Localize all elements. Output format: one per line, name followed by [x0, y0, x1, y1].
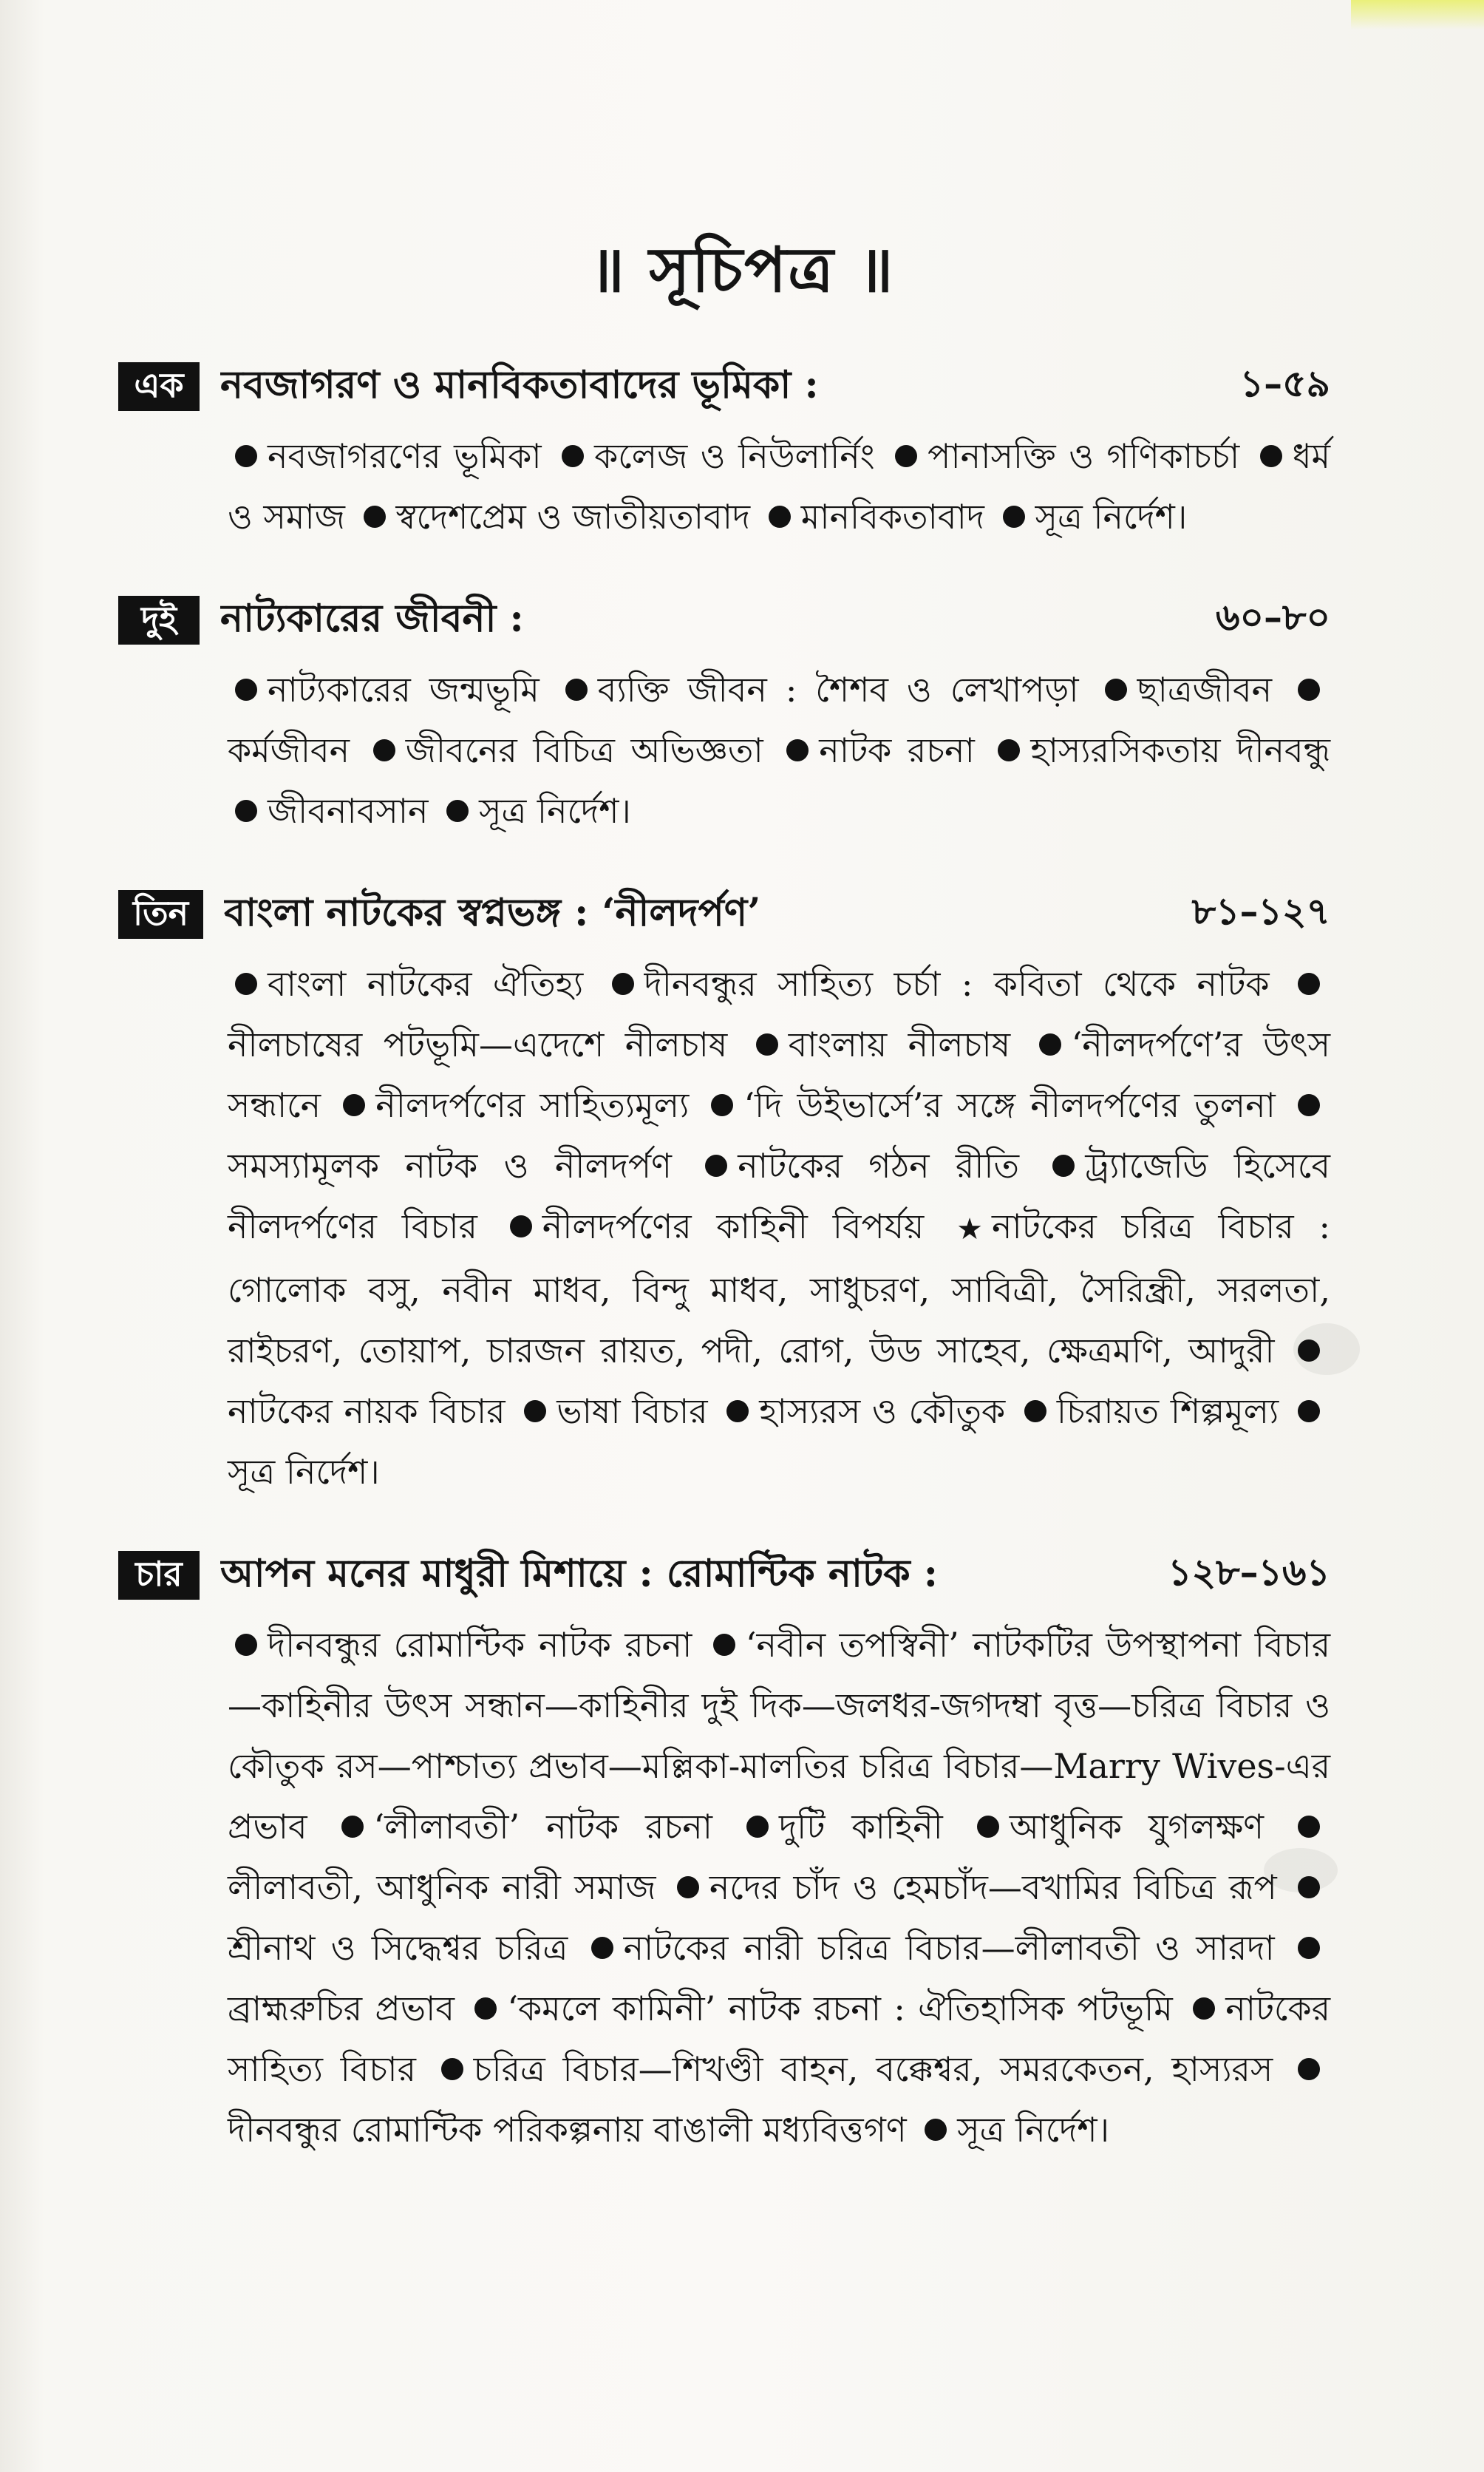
bullet-icon [510, 1215, 532, 1237]
bullet-icon [711, 1094, 733, 1116]
chapter-number-badge: চার [118, 1551, 200, 1600]
topic-item: বাংলায় নীলচাষ [788, 1025, 1011, 1064]
topic-item: নীলদর্পণের সাহিত্যমূল্য [375, 1085, 690, 1125]
topic-item: বাংলা নাটকের ঐতিহ্য [268, 964, 584, 1004]
topic-item: নাট্যকারের জন্মভূমি [268, 670, 540, 710]
bullet-icon [373, 739, 395, 761]
bullet-icon [1260, 445, 1282, 467]
toc-section [118, 588, 1330, 841]
bullet-icon [612, 973, 634, 995]
bullet-icon [235, 445, 257, 467]
section-header [118, 1544, 1330, 1607]
bullet-icon [746, 1816, 769, 1838]
topic-item: সূত্র নির্দেশ। [228, 1452, 380, 1492]
topic-item: ট্র্যাজেডি হিসেবে নীলদর্পণের বিচার [228, 1146, 1331, 1246]
bullet-icon [1003, 506, 1025, 528]
topic-item: সূত্র নির্দেশ। [957, 2110, 1110, 2150]
topic-item: নাটক রচনা [819, 730, 975, 770]
chapter-title: নবজাগরণ ও মানবিকতাবাদের ভূমিকা : [220, 361, 819, 407]
star-bullet-icon: ★ [956, 1212, 983, 1246]
bullet-icon [1105, 679, 1127, 701]
bullet-icon [925, 2119, 947, 2141]
bullet-icon [1298, 1816, 1320, 1838]
topic-item: নীলদর্পণের কাহিনী বিপর্যয় [542, 1206, 925, 1246]
topic-item: ‘লীলাবতী’ নাটক রচনা [373, 1807, 713, 1847]
bullet-icon [1298, 1937, 1320, 1959]
bullet-icon [562, 445, 584, 467]
section-header [118, 355, 1330, 418]
chapter-number-badge: দুই [118, 596, 200, 645]
table-of-contents [118, 355, 1330, 2201]
topic-item: সূত্র নির্দেশ। [1035, 497, 1188, 537]
bullet-icon [1193, 1997, 1215, 2020]
bullet-icon [565, 679, 588, 701]
chapter-number-badge: এক [118, 362, 200, 412]
topic-item: নাটকের সাহিত্য বিচার [228, 1989, 1331, 2089]
bullet-icon [726, 1400, 749, 1422]
bullet-icon [713, 1634, 735, 1656]
bullet-icon [977, 1816, 999, 1838]
topic-item: ‘দি উইভার্সে’র সঙ্গে নীলদর্পণের তুলনা [743, 1085, 1276, 1125]
bullet-icon [341, 1816, 364, 1838]
bullet-icon [441, 2058, 463, 2080]
chapter-title: আপন মনের মাধুরী মিশায়ে : রোমান্টিক নাটক : [220, 1550, 938, 1596]
topic-list [228, 659, 1330, 841]
chapter-title: নাট্যকারের জীবনী : [220, 595, 524, 641]
bullet-icon [1298, 1094, 1320, 1116]
topic-item: চিরায়ত শিল্পমূল্য [1056, 1391, 1279, 1431]
bullet-icon [343, 1094, 365, 1116]
topic-item: কর্মজীবন [228, 730, 350, 770]
topic-item: নবজাগরণের ভূমিকা [268, 436, 542, 476]
topic-item: নাটকের গঠন রীতি [738, 1146, 1020, 1186]
page-range: ১২৮–১৬১ [1168, 1549, 1330, 1594]
bullet-icon [1024, 1400, 1046, 1422]
topic-item: সমস্যামূলক নাটক ও নীলদর্পণ [228, 1146, 672, 1186]
bullet-icon [705, 1155, 727, 1177]
bullet-icon [998, 739, 1020, 761]
topic-list [228, 954, 1330, 1502]
topic-item: কলেজ ও নিউলার্নিং [594, 436, 875, 476]
page-range: ৬০–৮০ [1216, 594, 1330, 639]
bullet-icon [895, 445, 917, 467]
topic-item: ‘নবীন তপস্বিনী’ নাটকটির উপস্থাপনা বিচার—কাহিনীর উৎস সন্ধান—কাহিনীর দুই দিক—জলধর-জগদম্বা বৃত্ত—চরিত্র বিচার ও কৌতুক রস—পাশ্চাত্য প্রভাব—মল্লিকা-মালতির চরিত্র বিচার—Marry Wives-এর প্রভাব [228, 1625, 1330, 1847]
topic-item: ধর্ম ও সমাজ [228, 436, 1331, 537]
bullet-icon [1052, 1155, 1075, 1177]
section-header [118, 588, 1330, 652]
bullet-icon [364, 506, 386, 528]
topic-item: আধুনিক যুগলক্ষণ [1009, 1807, 1265, 1847]
topic-item: দীনবন্ধুর রোমান্টিক পরিকল্পনায় বাঙালী মধ্যবিত্তগণ [228, 2110, 907, 2150]
toc-section [118, 1544, 1330, 2160]
bullet-icon [1298, 679, 1320, 701]
topic-item: জীবনাবসান [268, 791, 429, 831]
page-edge-highlight [1351, 0, 1484, 30]
topic-item: ব্যক্তি জীবন : শৈশব ও লেখাপড়া [597, 670, 1079, 710]
chapter-title: বাংলা নাটকের স্বপ্নভঙ্গ : ‘নীলদর্পণ’ [224, 889, 761, 935]
bullet-icon [786, 739, 809, 761]
topic-item: ব্রাহ্মরুচির প্রভাব [228, 1989, 455, 2028]
topic-item: স্বদেশপ্রেম ও জাতীয়তাবাদ [395, 497, 751, 537]
topic-item: নাটকের নায়ক বিচার [228, 1391, 506, 1431]
topic-item: নাটকের নারী চরিত্র বিচার—লীলাবতী ও সারদা [623, 1928, 1275, 1968]
toc-section [118, 883, 1330, 1502]
bullet-icon [591, 1937, 613, 1959]
topic-item: সূত্র নির্দেশ। [479, 791, 631, 831]
topic-item: দীনবন্ধুর সাহিত্য চর্চা : কবিতা থেকে নাটক [644, 964, 1270, 1004]
page-range: ১–৫৯ [1239, 361, 1330, 405]
bullet-icon [677, 1876, 699, 1898]
topic-item: নীলচাষের পটভূমি—এদেশে নীলচাষ [228, 1025, 728, 1064]
bullet-icon [446, 800, 469, 822]
topic-item: দীনবন্ধুর রোমান্টিক নাটক রচনা [268, 1625, 692, 1665]
bullet-icon [235, 973, 257, 995]
topic-item: শ্রীনাথ ও সিদ্ধেশ্বর চরিত্র [228, 1928, 568, 1968]
bullet-icon [769, 506, 791, 528]
bullet-icon [1298, 1339, 1320, 1362]
topic-item: দুটি কাহিনী [779, 1807, 943, 1847]
bullet-icon [235, 1634, 257, 1656]
bullet-icon [474, 1997, 497, 2020]
topic-item: নাটকের চরিত্র বিচার : গোলোক বসু, নবীন মাধব, বিন্দু মাধব, সাধুচরণ, সাবিত্রী, সৈরিন্ধ্রী, সরলতা, রাইচরণ, তোয়াপ, চারজন রায়ত, পদী, রোগ, উড সাহেব, ক্ষেত্রমণি, আদুরী [228, 1206, 1330, 1371]
page-title: ॥ সূচিপত্র ॥ [589, 233, 895, 306]
bullet-icon [1298, 2058, 1320, 2080]
toc-section [118, 355, 1330, 547]
bullet-icon [1298, 1876, 1320, 1898]
section-header [118, 883, 1330, 946]
bullet-icon [1039, 1033, 1061, 1056]
topic-item: চরিত্র বিচার—শিখণ্ডী বাহন, বক্কেশ্বর, সমরকেতন, হাস্যরস [473, 2049, 1273, 2089]
topic-item: লীলাবতী, আধুনিক নারী সমাজ [228, 1867, 656, 1907]
topic-item: পানাসক্তি ও গণিকাচর্চা [928, 436, 1240, 476]
topic-item: ‘কমলে কামিনী’ নাটক রচনা : ঐতিহাসিক পটভূমি [507, 1989, 1173, 2028]
bullet-icon [235, 679, 257, 701]
bullet-icon [1298, 973, 1320, 995]
topic-item: জীবনের বিচিত্র অভিজ্ঞতা [405, 730, 763, 770]
topic-item: মানবিকতাবাদ [800, 497, 984, 537]
chapter-number-badge: তিন [118, 890, 203, 940]
topic-list [228, 426, 1330, 547]
bullet-icon [235, 800, 257, 822]
topic-item: ছাত্রজীবন [1137, 670, 1273, 710]
topic-item: ‘নীলদর্পণে’র উৎস সন্ধানে [228, 1025, 1331, 1125]
topic-item: হাস্যরসিকতায় দীনবন্ধু [1030, 730, 1331, 770]
topic-list [228, 1614, 1330, 2160]
bullet-icon [756, 1033, 778, 1056]
bullet-icon [1298, 1400, 1320, 1422]
topic-item: নদের চাঁদ ও হেমচাঁদ—বখামির বিচিত্র রূপ [709, 1867, 1277, 1907]
page-range: ৮১–১২৭ [1191, 889, 1330, 933]
topic-item: হাস্যরস ও কৌতুক [759, 1391, 1006, 1431]
bullet-icon [524, 1400, 546, 1422]
topic-item: ভাষা বিচার [556, 1391, 708, 1431]
